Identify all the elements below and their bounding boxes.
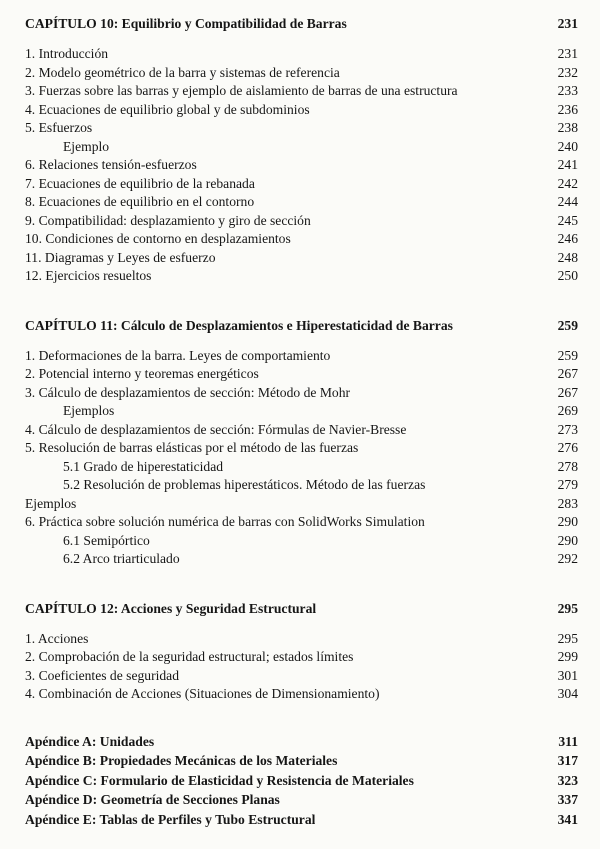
toc-entry [25,421,578,440]
toc-entry-page: 269 [557,403,578,418]
appendix-entry [25,790,578,810]
toc-entry-page: 240 [557,138,578,154]
toc-entry-label: 8. Ecuaciones de equilibrio en el contorno [25,194,255,209]
toc-entry [25,365,578,384]
toc-entry-label: Ejemplos [63,403,115,418]
toc-entry-label: 3. Fuerzas sobre las barras y ejemplo de aislamiento de barras de una estructura [25,83,458,98]
toc-entry-label: 3. Cálculo de desplazamientos de sección: Método de Mohr [25,384,351,400]
appendix-label: Apéndice A: Unidades [25,733,155,749]
chapter-11-heading [25,316,578,335]
toc-entry-page: 241 [557,157,578,172]
appendix-entry [25,751,578,771]
appendix-label: Apéndice C: Formulario de Elasticidad y Resistencia de Materiales [25,772,414,788]
toc-entry-page: 292 [557,551,578,566]
toc-entry [25,495,578,514]
toc-entry-page: 267 [557,384,578,400]
toc-entry-label: 1. Acciones [25,630,89,646]
toc-entry-label: 6.2 Arco triarticulado [63,551,180,566]
chapter-page-number: 231 [557,16,578,31]
appendices-block [25,732,578,830]
appendix-page: 341 [557,811,578,827]
toc-entry-label: 12. Ejercicios resueltos [25,268,152,283]
toc-entry-label: Ejemplos [25,495,77,511]
toc-entry-sub [25,458,578,477]
appendix-page: 317 [557,753,578,768]
toc-entry-label: 6.1 Semipórtico [63,532,150,548]
toc-entry-page: 299 [557,649,578,664]
toc-entry-label: 5.2 Resolución de problemas hiperestáticos. Método de las fuerzas [63,477,426,492]
toc-entry-page: 259 [557,347,578,363]
toc-entry-page: 273 [557,421,578,437]
toc-entry [25,685,578,704]
toc-entry-sub [25,476,578,495]
toc-entry-label: 7. Ecuaciones de equilibrio de la rebanada [25,175,255,191]
toc-entry [25,175,578,194]
toc-entry [25,82,578,101]
toc-entry-label: 5.1 Grado de hiperestaticidad [63,458,224,474]
toc-entry-page: 267 [557,366,578,381]
toc-entry [25,648,578,667]
toc-entry-page: 278 [557,458,578,474]
appendix-page: 337 [557,792,578,807]
toc-entry-page: 242 [557,175,578,191]
toc-entry [25,667,578,686]
toc-entry [25,212,578,231]
toc-entry [25,45,578,64]
toc-entry-page: 236 [557,101,578,117]
toc-entry-page: 233 [557,83,578,98]
chapter-page-number: 295 [557,600,578,616]
chapter-10-heading [25,14,578,33]
toc-entry-label: 6. Relaciones tensión-esfuerzos [25,157,197,172]
toc-entry [25,267,578,286]
toc-entry [25,439,578,458]
toc-entry-page: 245 [557,212,578,228]
toc-entry [25,64,578,83]
toc-entry-page: 279 [557,477,578,492]
toc-entry-sub [25,550,578,569]
toc-entry [25,119,578,138]
chapter-title: CAPÍTULO 11: Cálculo de Desplazamientos e Hiperestaticidad de Barras [25,317,453,333]
toc-entry-label: 4. Combinación de Acciones (Situaciones de Dimensionamiento) [25,686,380,701]
toc-entry-label: 2. Comprobación de la seguridad estructural; estados límites [25,649,354,664]
toc-entry-sub [25,138,578,157]
toc-entry-label: 1. Deformaciones de la barra. Leyes de comportamiento [25,347,331,363]
toc-entry-label: 4. Cálculo de desplazamientos de sección: Fórmulas de Navier-Bresse [25,421,407,437]
toc-entry-label: 6. Práctica sobre solución numérica de barras con SolidWorks Simulation [25,514,425,529]
toc-entry-label: 2. Modelo geométrico de la barra y sistemas de referencia [25,64,340,80]
chapter-12-heading [25,599,578,618]
chapter-title: CAPÍTULO 12: Acciones y Seguridad Estructural [25,600,317,616]
toc-entry [25,513,578,532]
appendix-entry [25,810,578,830]
toc-entry [25,193,578,212]
toc-entry-label: 4. Ecuaciones de equilibrio global y de subdominios [25,101,310,117]
appendix-entry [25,771,578,791]
toc-entry-page: 290 [557,514,578,529]
toc-entry-page: 244 [557,194,578,209]
toc-entry-page: 248 [557,249,578,265]
toc-entry-label: 5. Esfuerzos [25,120,93,135]
toc-entry [25,347,578,366]
toc-entry-page: 295 [557,630,578,646]
toc-entry-label: 11. Diagramas y Leyes de esfuerzo [25,249,216,265]
toc-entry-page: 231 [557,46,578,61]
appendix-label: Apéndice B: Propiedades Mecánicas de los Materiales [25,753,338,768]
toc-entry-label: Ejemplo [63,138,110,154]
toc-entry-label: 2. Potencial interno y teoremas energéticos [25,366,259,381]
toc-entry-page: 232 [557,64,578,80]
appendix-page: 311 [558,733,578,749]
toc-entry-label: 1. Introducción [25,46,109,61]
toc-entry [25,384,578,403]
toc-entry-sub [25,402,578,421]
toc-entry-label: 5. Resolución de barras elásticas por el método de las fuerzas [25,440,359,455]
toc-entry-page: 250 [557,268,578,283]
appendix-page: 323 [557,772,578,788]
toc-entry-page: 290 [557,532,578,548]
toc-entry [25,249,578,268]
toc-entry [25,630,578,649]
appendix-label: Apéndice D: Geometría de Secciones Planas [25,792,280,807]
toc-entry [25,230,578,249]
toc-entry [25,156,578,175]
appendix-entry [25,732,578,752]
toc-entry-label: 3. Coeficientes de seguridad [25,667,180,683]
toc-entry-page: 304 [557,686,578,701]
toc-entry-page: 276 [557,440,578,455]
chapter-title: CAPÍTULO 10: Equilibrio y Compatibilidad de Barras [25,16,347,31]
toc-entry-label: 10. Condiciones de contorno en desplazamientos [25,231,291,246]
toc-entry-page: 246 [557,231,578,246]
toc-entry [25,101,578,120]
appendix-label: Apéndice E: Tablas de Perfiles y Tubo Estructural [25,811,316,827]
chapter-page-number: 259 [557,317,578,333]
toc-entry-label: 9. Compatibilidad: desplazamiento y giro de sección [25,212,311,228]
toc-entry-page: 301 [557,667,578,683]
toc-entry-page: 238 [557,120,578,135]
toc-entry-page: 283 [557,495,578,511]
toc-entry-sub [25,532,578,551]
